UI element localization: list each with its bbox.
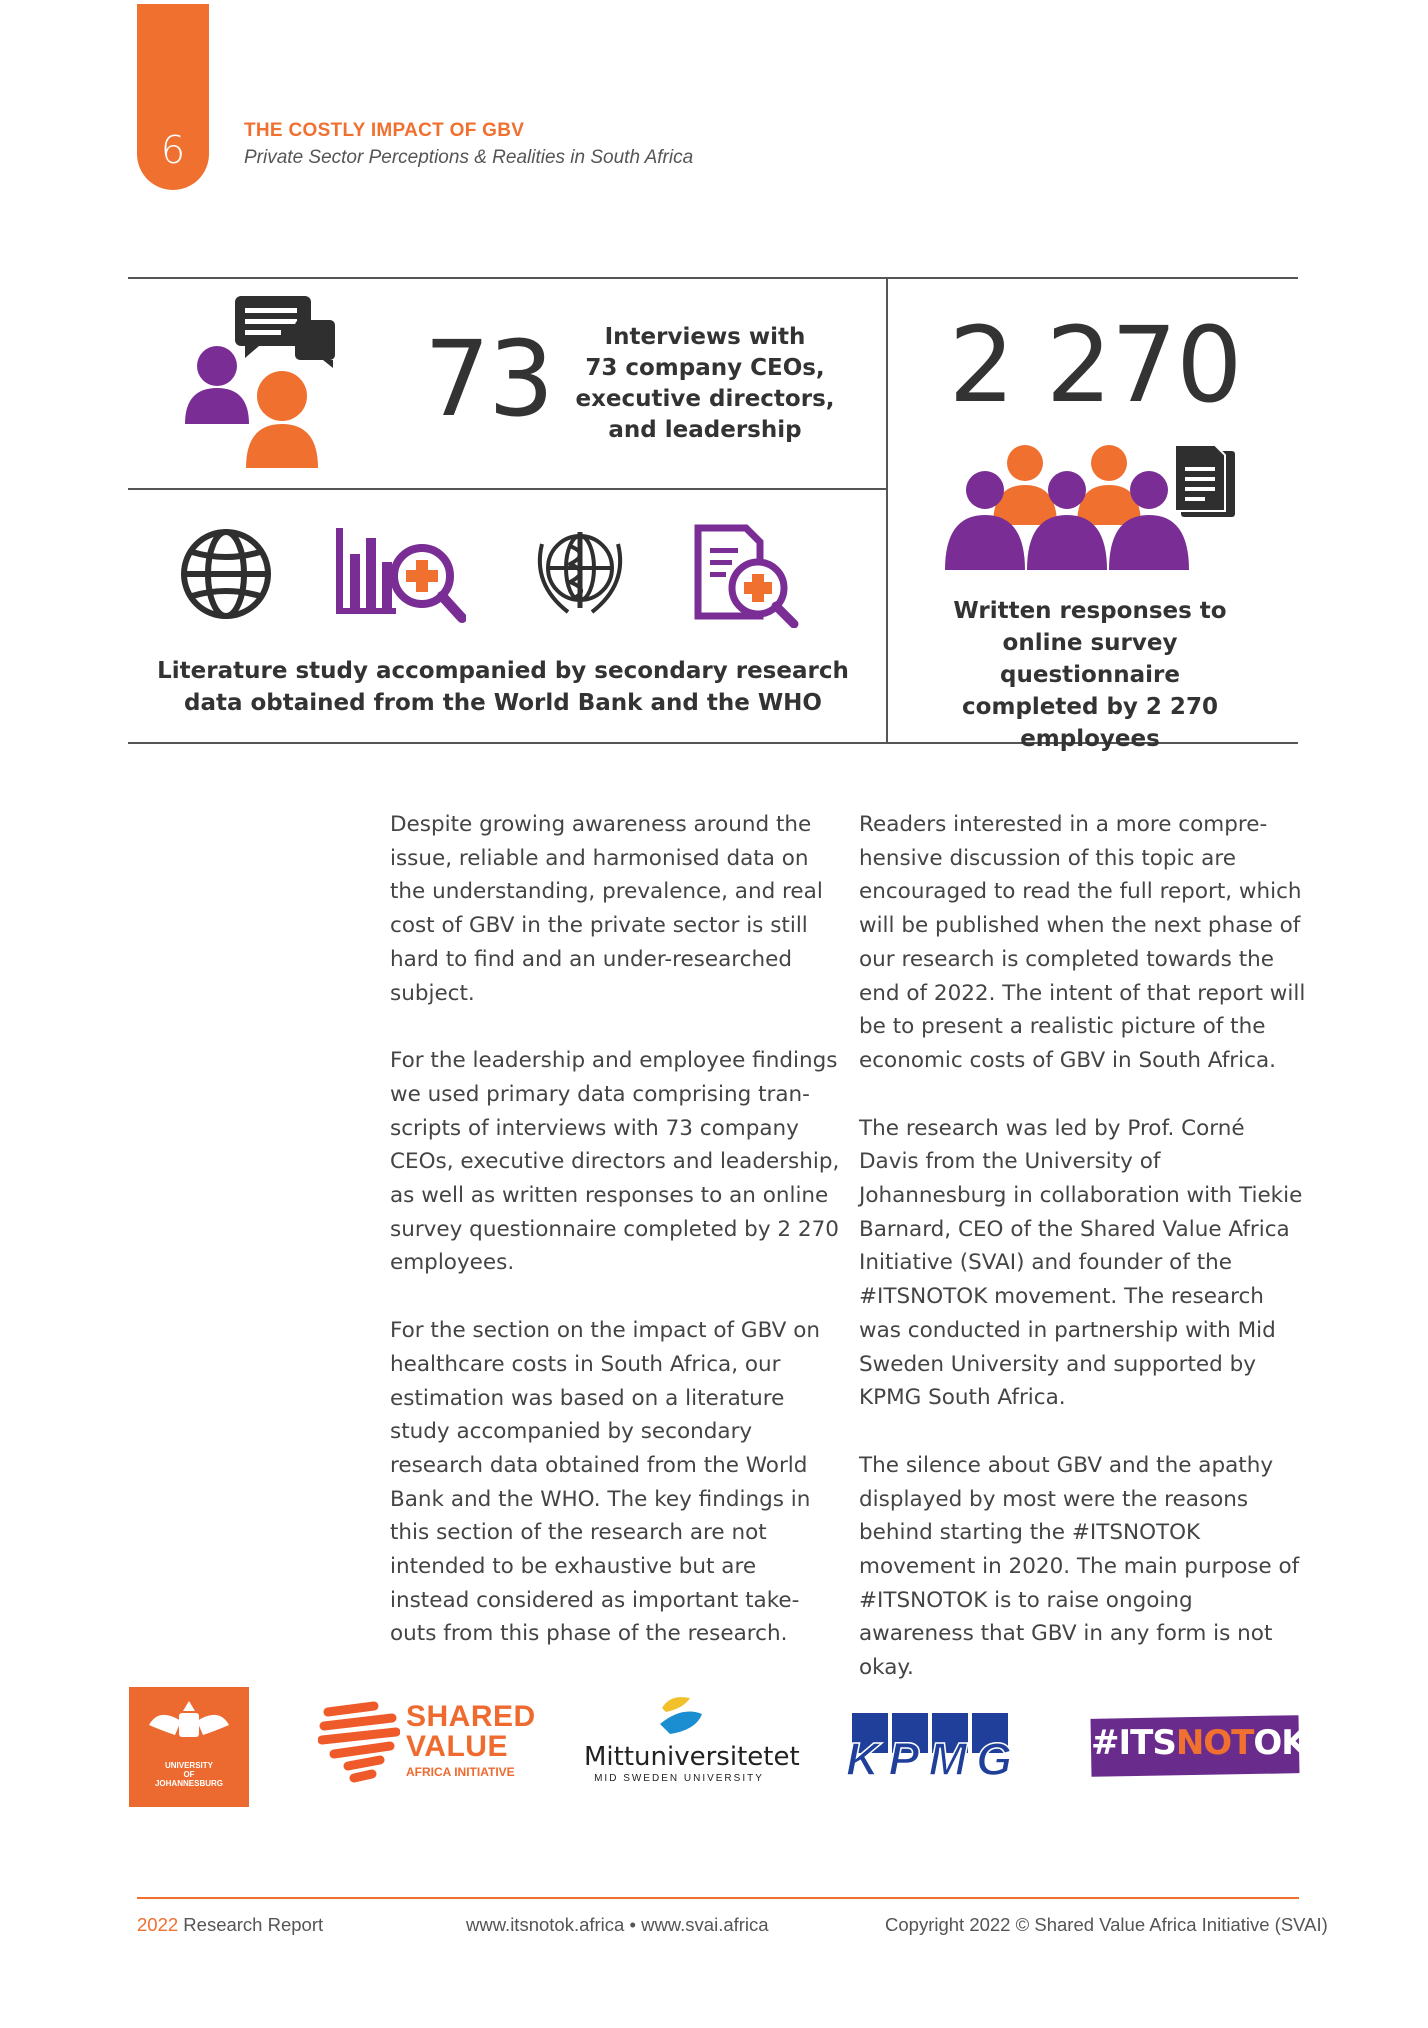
literature-caption-line: data obtained from the World Bank and the WHO: [183, 690, 822, 716]
globe-icon: [180, 528, 272, 620]
mid-sweden-logo: Mittuniversitetet: [584, 1742, 800, 1772]
itsnotok-logo-text: [1091, 1723, 1307, 1763]
itsnotok-logo-part: OK: [1253, 1723, 1307, 1763]
interviews-count: 73: [424, 318, 553, 440]
chat-icon: [183, 296, 335, 468]
body-paragraph: The research was led by Prof. Corné Davis from the University of Johannesburg in collaboration with Tiekie Barnard, CEO of the Shared Value Africa Initiative (SVAI) and founder of the #ITSNOTOK movement. The research was conducted in partnership with Mid Sweden University and supported by KPMG South Africa.: [859, 1115, 1303, 1411]
literature-caption: [128, 655, 878, 719]
footer-copyright: Copyright 2022 © Shared Value Africa Initiative (SVAI): [885, 1914, 1328, 1935]
mid-sweden-logo-sub: MID SWEDEN UNIVERSITY: [594, 1773, 764, 1784]
body-paragraph: Despite growing awareness around the issue, reliable and harmonised data on the understanding, prevalence, and real cost of GBV in the private sector is still hard to find and an under-researched subject.: [390, 812, 823, 1006]
stats-top-rule: [128, 277, 1298, 279]
stats-divider: [886, 277, 888, 743]
literature-caption-line: Literature study accompanied by secondary research: [157, 658, 849, 684]
survey-caption: [920, 595, 1260, 755]
uj-logo-line: JOHANNESBURG: [154, 1779, 223, 1788]
interviews-caption-line: executive directors,: [575, 386, 835, 412]
header-subtitle: Private Sector Perceptions & Realities in South Africa: [244, 147, 694, 168]
interviews-caption-line: and leadership: [608, 417, 802, 443]
body-column-right: [859, 808, 1309, 1719]
uj-crest-icon: [129, 1687, 249, 1757]
uj-logo: [129, 1687, 249, 1807]
itsnotok-logo-part: #ITS: [1091, 1723, 1176, 1763]
body-paragraph: For the leadership and employee findings we used primary data comprising tran-scripts of interviews with 73 company CEOs, executive directors and leadership, as well as written responses to an online survey questionnaire completed by 2 270 employees.: [390, 1048, 840, 1276]
document-search-icon: [694, 524, 800, 628]
svai-africa-icon: [318, 1700, 400, 1786]
survey-caption-line: completed by 2 270: [962, 694, 1218, 720]
svai-logo-sub: AFRICA INITIATIVE: [406, 1765, 515, 1779]
interviews-caption-line: Interviews with: [604, 324, 806, 350]
body-paragraph: For the section on the impact of GBV on healthcare costs in South Africa, our estimation was based on a literature study accompanied by secondary research data obtained from the World Bank and the WHO. The key findings in this section of the research are not intended to be exhaustive but are instead considered as important take-outs from this phase of the research.: [390, 1318, 820, 1647]
document-icon: [1175, 445, 1237, 519]
who-emblem-icon: [528, 524, 632, 620]
survey-caption-line: online survey questionnaire: [1000, 630, 1180, 688]
mid-sweden-icon: [656, 1694, 704, 1736]
survey-count: 2 270: [948, 304, 1242, 426]
interviews-caption: [570, 322, 840, 446]
svai-logo-line: VALUE: [406, 1730, 508, 1763]
kpmg-logo-text: KPMG: [846, 1733, 1012, 1781]
uj-logo-text: [129, 1761, 249, 1788]
kpmg-logo: [846, 1713, 1016, 1781]
survey-caption-line: employees: [1020, 726, 1160, 752]
chart-search-icon: [336, 528, 466, 624]
page-number: 6: [160, 128, 186, 172]
survey-caption-line: Written responses to: [953, 598, 1227, 624]
uj-logo-line: OF: [183, 1770, 195, 1779]
body-column-left: [390, 808, 840, 1685]
interviews-caption-line: 73 company CEOs,: [585, 355, 825, 381]
footer-rule: [137, 1897, 1299, 1899]
footer-report-label: Research Report: [178, 1914, 324, 1935]
footer-websites[interactable]: www.itsnotok.africa • www.svai.africa: [466, 1914, 769, 1935]
itsnotok-logo-part: NOT: [1175, 1723, 1254, 1763]
header-title: THE COSTLY IMPACT OF GBV: [244, 120, 525, 141]
stats-mid-rule: [128, 488, 887, 490]
body-paragraph: The silence about GBV and the apathy displayed by most were the reasons behind starting the #ITSNOTOK movement in 2020. The main purpose of #ITSNOTOK is to raise ongoing awareness that GBV in any form is not okay.: [859, 1452, 1300, 1681]
svai-logo-line: SHARED: [406, 1700, 536, 1733]
svai-logo: [406, 1702, 536, 1762]
body-paragraph: Readers interested in a more compre-hensive discussion of this topic are encouraged to read the full report, which will be published when the next phase of our research is completed towards the end of 2022. The intent of that report will be to present a realistic picture of the economic costs of GBV in South Africa.: [859, 812, 1306, 1073]
uj-logo-line: UNIVERSITY: [164, 1761, 213, 1770]
footer-report: [137, 1914, 323, 1936]
footer-year: 2022: [137, 1914, 179, 1935]
